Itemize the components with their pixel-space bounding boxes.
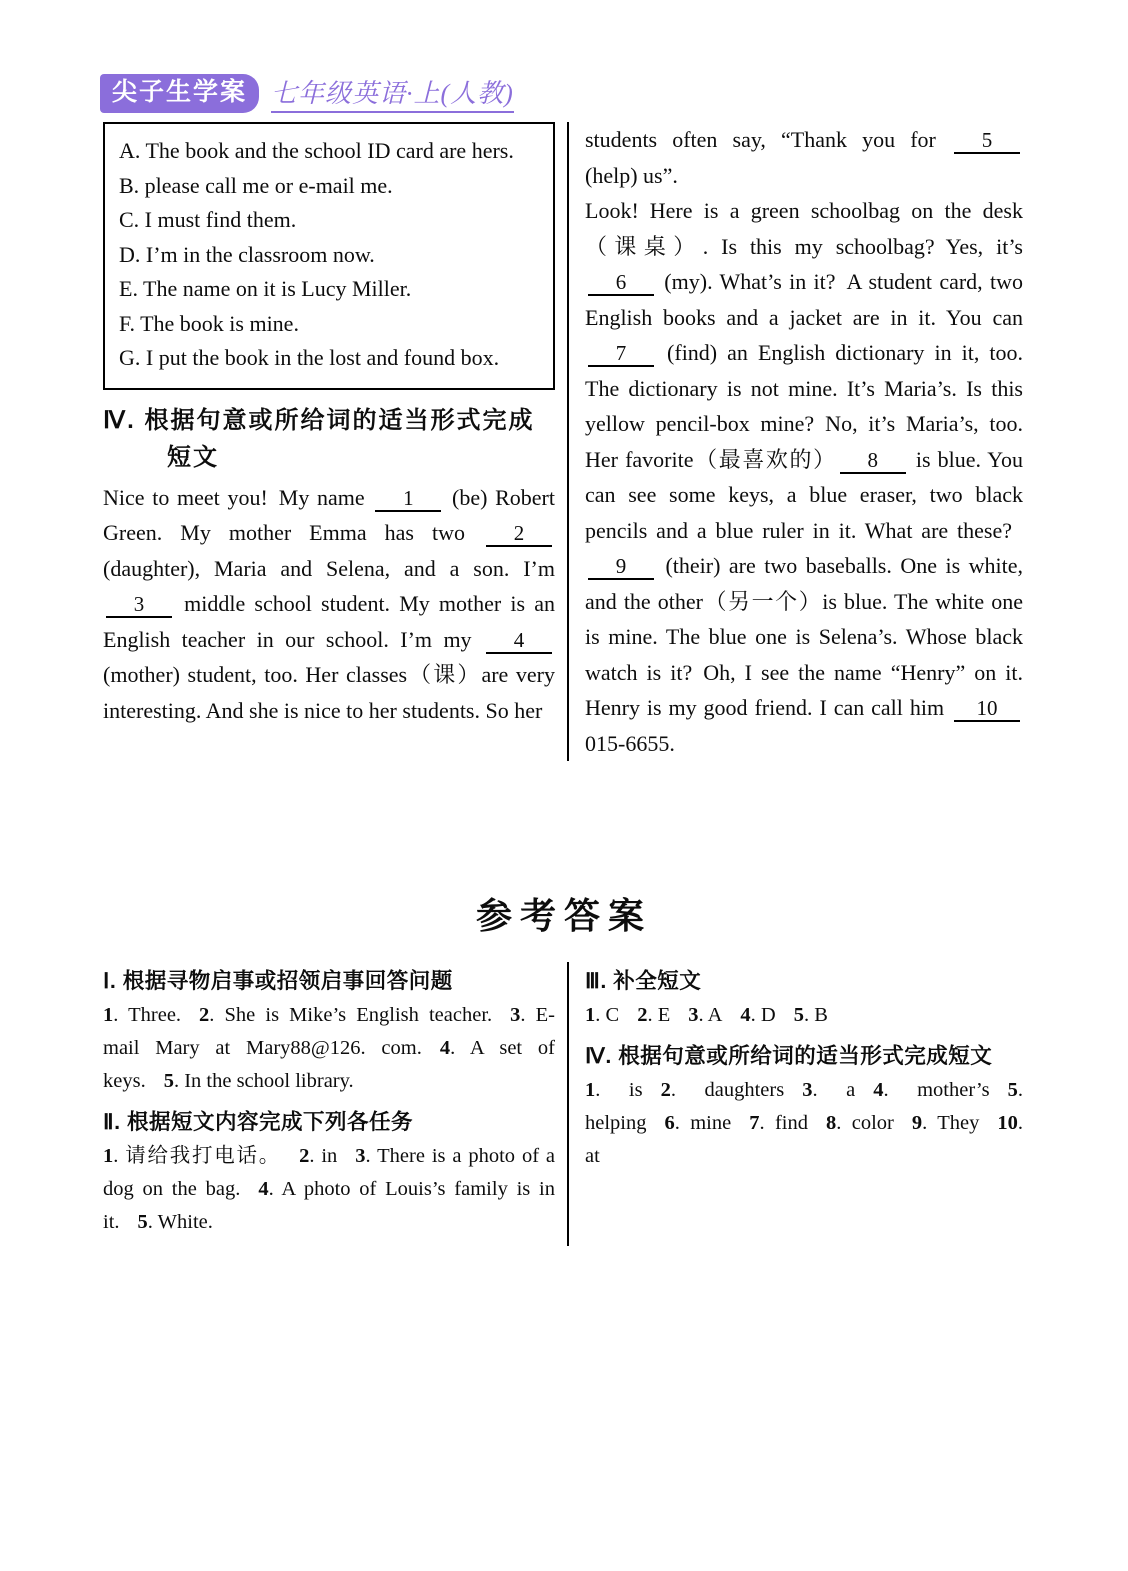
answer-item-6: 6. mine bbox=[664, 1112, 732, 1134]
answer-item-1: 1. is bbox=[585, 1079, 643, 1101]
answer-item-10: 10. at bbox=[585, 1112, 1023, 1167]
answer-group-heading: Ⅳ. 根据句意或所给词的适当形式完成短文 bbox=[585, 1044, 993, 1068]
answer-item-5: 5. In the school library. bbox=[163, 1070, 354, 1092]
column-divider bbox=[567, 122, 569, 761]
answer-item-8: 8. color bbox=[826, 1112, 894, 1134]
blank-3: 3 bbox=[106, 592, 172, 618]
answer-item-3: 3. A bbox=[688, 1004, 723, 1026]
answer-group-heading: Ⅰ. 根据寻物启事或招领启事回答问题 bbox=[103, 969, 453, 993]
answer-item-3: 3. There is a photo of a dog on the bag. bbox=[103, 1145, 555, 1200]
answer-items bbox=[103, 1140, 555, 1239]
answer-items bbox=[585, 1074, 1023, 1173]
answer-item-4: 4. mother’s bbox=[873, 1079, 990, 1101]
brand-badge: 尖子生学案 bbox=[100, 74, 259, 113]
answer-item-3: 3. a bbox=[802, 1079, 856, 1101]
page-header bbox=[100, 74, 514, 113]
option-G: G. I put the book in the lost and found box. bbox=[119, 345, 500, 370]
answer-items bbox=[103, 999, 555, 1098]
answer-item-9: 9. They bbox=[911, 1112, 980, 1134]
option-F: F. The book is mine. bbox=[119, 310, 299, 336]
answer-item-4: 4. D bbox=[740, 1004, 776, 1026]
answer-item-2: 2. E bbox=[637, 1004, 671, 1026]
option-A: A. The book and the school ID card are hers. bbox=[119, 138, 514, 163]
blank-10: 10 bbox=[954, 696, 1020, 722]
edition-subtitle: 七年级英语·上(人教) bbox=[271, 81, 514, 113]
option-B: B. please call me or e-mail me. bbox=[119, 172, 393, 198]
exercise-section bbox=[103, 122, 1023, 761]
answer-item-2: 2. She is Mike’s English teacher. bbox=[199, 1004, 493, 1026]
answer-item-3: 3. E-mail Mary at Mary88@126. com. bbox=[103, 1004, 555, 1059]
section4-heading: Ⅳ. 根据句意或所给词的适当形式完成短文 bbox=[103, 406, 535, 471]
blank-1: 1 bbox=[375, 486, 441, 512]
passage-left: Nice to meet you! My name 1 (be) Robert Green. My mother Emma has two 2 (daughter), Maria and Selena, and a son. I’m 3 middle school student. My mother is an English teacher in our school. I’m my 4 (mother) student, too. Her classes（课）are very interesting. And she is nice to her students. So her bbox=[103, 484, 555, 723]
answer-item-5: 5. B bbox=[793, 1004, 828, 1026]
blank-4: 4 bbox=[486, 628, 552, 654]
options-box bbox=[103, 122, 555, 390]
answer-items bbox=[585, 999, 1023, 1032]
answer-item-1: 1. Three. bbox=[103, 1004, 182, 1026]
right-column bbox=[585, 122, 1023, 761]
answer-item-2: 2. daughters bbox=[660, 1079, 785, 1101]
blank-8: 8 bbox=[840, 448, 906, 474]
answer-item-2: 2. in bbox=[299, 1145, 338, 1167]
answer-item-4: 4. A set of keys. bbox=[103, 1037, 555, 1092]
passage-paragraph: Look! Here is a green schoolbag on the desk（课桌）. Is this my schoolbag? Yes, it’s 6 (my). What’s in it? A student card, two English books and a jacket are in it. You can 7 (find) an English dictionary in it, too. The dictionary is not mine. It’s Maria’s. Is this yellow pencil-box mine? No, it’s Maria’s, too. Her favorite（最喜欢的） 8 is blue. You can see some keys, a blue eraser, two black pencils and a blue ruler in it. What are these? 9 (their) are two baseballs. One is white, and the other（另一个）is blue. The white one is mine. The blue one is Selena’s. Whose black watch is it? Oh, I see the name “Henry” on it. Henry is my good friend. I can call him 10 015-6655. bbox=[585, 198, 1023, 756]
answers-section bbox=[103, 962, 1023, 1246]
blank-2: 2 bbox=[486, 521, 552, 547]
blank-5: 5 bbox=[954, 128, 1020, 154]
blank-9: 9 bbox=[588, 554, 654, 580]
answers-title: 参考答案 bbox=[475, 895, 652, 936]
answers-left-column bbox=[103, 962, 555, 1246]
answer-item-4: 4. A photo of Louis’s family is in it. bbox=[103, 1178, 555, 1233]
option-E: E. The name on it is Lucy Miller. bbox=[119, 276, 412, 301]
answer-item-1: 1. 请给我打电话。 bbox=[103, 1145, 282, 1167]
answer-group-heading: Ⅱ. 根据短文内容完成下列各任务 bbox=[103, 1110, 414, 1134]
answer-item-1: 1. C bbox=[585, 1004, 620, 1026]
answer-item-5: 5. helping bbox=[585, 1079, 1023, 1134]
answers-column-divider bbox=[567, 962, 569, 1246]
option-C: C. I must find them. bbox=[119, 207, 297, 232]
passage-paragraph: students often say, “Thank you for 5 (help) us”. bbox=[585, 122, 1023, 193]
answer-group-heading: Ⅲ. 补全短文 bbox=[585, 969, 702, 993]
answer-item-5: 5. White. bbox=[137, 1211, 213, 1233]
answers-right-column bbox=[585, 962, 1023, 1246]
blank-7: 7 bbox=[588, 341, 654, 367]
answer-item-7: 7. find bbox=[749, 1112, 808, 1134]
blank-6: 6 bbox=[588, 270, 654, 296]
option-D: D. I’m in the classroom now. bbox=[119, 241, 375, 267]
left-column bbox=[103, 122, 555, 761]
